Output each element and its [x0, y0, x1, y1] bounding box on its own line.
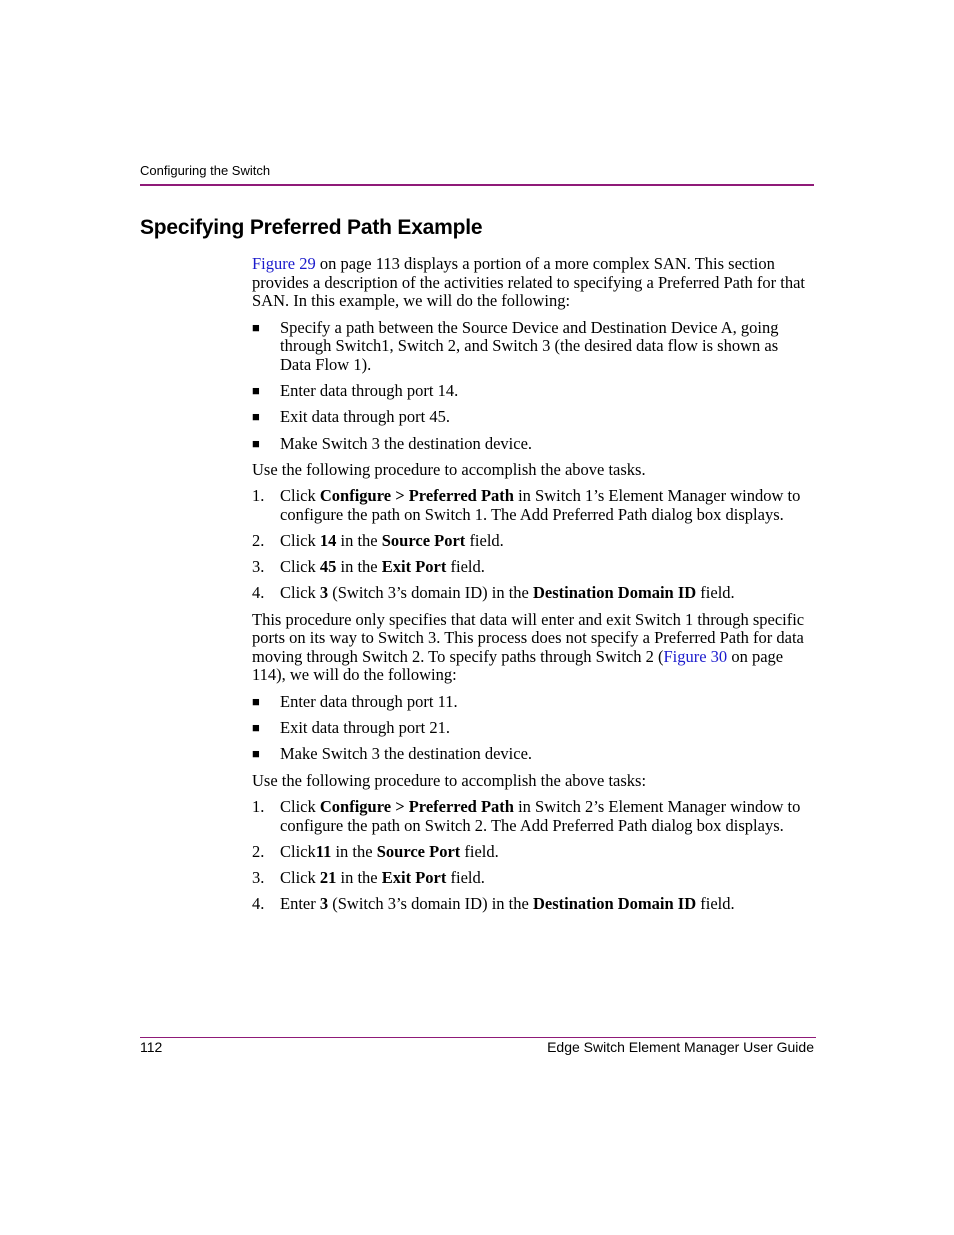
bullet-icon: ■ — [252, 409, 260, 425]
step-field-name: Destination Domain ID — [532, 894, 697, 914]
bullet-text: Make Switch 3 the destination device. — [280, 433, 533, 453]
bullet-icon: ■ — [252, 319, 260, 335]
figure-30-link[interactable]: Figure 30 — [663, 646, 728, 666]
step-field-name: Destination Domain ID — [532, 583, 697, 603]
bullet-text: Make Switch 3 the destination device. — [280, 744, 533, 764]
step-text: field. — [446, 557, 485, 577]
step-number: 4. — [252, 583, 265, 603]
step-text: Enter — [280, 894, 320, 914]
list-item — [252, 693, 808, 712]
step-list-2 — [252, 798, 808, 914]
step-number: 3. — [252, 868, 265, 888]
step-value: 3 — [319, 894, 329, 914]
footer-rule — [140, 1037, 816, 1038]
running-header: Configuring the Switch — [140, 163, 271, 178]
step-text: in the — [331, 841, 377, 861]
step-text: field. — [446, 868, 485, 888]
bullet-icon: ■ — [252, 383, 260, 399]
bullet-text: Enter data through port 11. — [280, 692, 458, 712]
step-text: (Switch 3’s domain ID) in the — [328, 894, 533, 914]
para-text: on page 114), we will do the following: — [252, 646, 784, 685]
procedure-intro-2: Use the following procedure to accomplish the above tasks: — [252, 770, 647, 790]
step-field-name: Exit Port — [381, 557, 447, 577]
step-item — [252, 895, 808, 914]
list-item — [252, 745, 808, 764]
bullet-text: Enter data through port 14. — [280, 381, 459, 401]
step-text: Click — [280, 797, 320, 817]
step-value: 21 — [319, 868, 337, 888]
intro-text: on page 113 displays a portion of a more complex SAN. This section provides a description of the activities related to specifying a Preferred Path for that SAN. In this example, we will do the following: — [252, 254, 806, 311]
step-text: field. — [460, 841, 499, 861]
step-item — [252, 869, 808, 888]
step-field-name: Source Port — [376, 841, 461, 861]
paragraph-2 — [252, 611, 808, 685]
bullet-text: Specify a path between the Source Device and Destination Device A, going through Switch1, Switch 2, and Switch 3 (the desired data flow is shown as Data Flow 1). — [280, 317, 779, 374]
step-text: Click — [280, 841, 316, 861]
step-number: 1. — [252, 486, 265, 506]
step-item — [252, 487, 808, 524]
list-item — [252, 408, 808, 427]
step-field-name: Source Port — [381, 531, 466, 551]
bullet-icon: ■ — [252, 694, 260, 710]
procedure-intro-1: Use the following procedure to accomplish the above tasks. — [252, 459, 646, 479]
bullet-text: Exit data through port 21. — [280, 718, 451, 738]
body-content — [252, 255, 808, 922]
header-rule — [140, 184, 814, 186]
bullet-icon: ■ — [252, 746, 260, 762]
step-text: Click — [280, 868, 320, 888]
list-item — [252, 719, 808, 738]
step-item — [252, 584, 808, 603]
step-field-name: Exit Port — [381, 868, 447, 888]
step-text: field. — [465, 531, 504, 551]
step-value: 14 — [319, 531, 337, 551]
step-item — [252, 558, 808, 577]
bullet-list-1 — [252, 319, 808, 453]
step-list-1 — [252, 487, 808, 603]
step-text: in the — [336, 531, 382, 551]
document-title: Edge Switch Element Manager User Guide — [547, 1039, 814, 1055]
step-text: in the — [336, 868, 382, 888]
step-number: 1. — [252, 797, 265, 817]
section-title: Specifying Preferred Path Example — [140, 216, 483, 239]
step-text: field. — [696, 583, 735, 603]
step-item — [252, 798, 808, 835]
step-menu-path: Configure > Preferred Path — [319, 486, 514, 506]
list-item — [252, 382, 808, 401]
step-value: 3 — [319, 583, 329, 603]
bullet-icon: ■ — [252, 435, 260, 451]
bullet-icon: ■ — [252, 720, 260, 736]
intro-paragraph — [252, 255, 808, 311]
step-value: 11 — [315, 841, 332, 861]
step-value: 45 — [319, 557, 337, 577]
step-text: Click — [280, 486, 320, 506]
list-item — [252, 435, 808, 454]
step-item — [252, 843, 808, 862]
step-text: in the — [336, 557, 382, 577]
step-number: 3. — [252, 557, 265, 577]
step-text: in Switch 1’s Element Manager window to configure the path on Switch 1. The Add Preferred Path dialog box displays. — [280, 486, 801, 524]
step-number: 2. — [252, 531, 265, 551]
step-text: (Switch 3’s domain ID) in the — [328, 583, 533, 603]
step-text: Click — [280, 531, 320, 551]
bullet-list-2 — [252, 693, 808, 764]
step-text: field. — [696, 894, 735, 914]
step-text: Click — [280, 583, 320, 603]
step-text: in Switch 2’s Element Manager window to configure the path on Switch 2. The Add Preferred Path dialog box displays. — [280, 797, 801, 835]
bullet-text: Exit data through port 45. — [280, 407, 451, 427]
step-number: 4. — [252, 894, 265, 914]
step-item — [252, 532, 808, 551]
figure-29-link[interactable]: Figure 29 — [252, 254, 316, 273]
list-item — [252, 319, 808, 375]
step-number: 2. — [252, 841, 265, 861]
step-text: Click — [280, 557, 320, 577]
page-number: 112 — [140, 1039, 163, 1055]
step-menu-path: Configure > Preferred Path — [319, 797, 514, 817]
para-text: This procedure only specifies that data will enter and exit Switch 1 through specific ports on its way to Switch 3. This process does not specify a Preferred Path for data moving through Switch 2. To specify paths through Switch 2 ( — [252, 609, 805, 666]
